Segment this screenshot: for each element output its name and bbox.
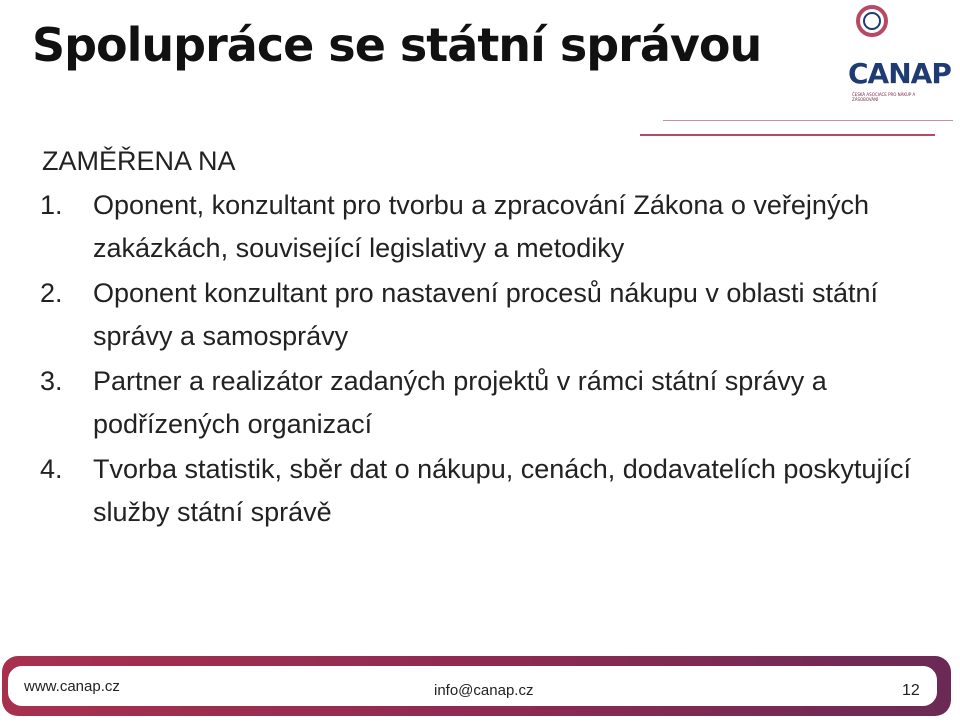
focus-list [40, 184, 940, 534]
decorative-line-top [663, 120, 953, 121]
logo-subtitle: ČESKÁ ASOCIACE PRO NÁKUP A ZÁSOBOVÁNÍ [852, 92, 916, 102]
footer-website-link[interactable]: www.canap.cz [24, 678, 120, 695]
list-item [40, 272, 940, 358]
slide-title: Spolupráce se státní správou [32, 18, 762, 72]
list-item-text: Tvorba statistik, sběr dat o nákupu, cenách, dodavatelích poskytující služby státní správě [93, 454, 911, 527]
list-item [40, 184, 940, 270]
slide-footer [0, 654, 960, 726]
focus-heading: ZAMĚŘENA NA [42, 146, 236, 176]
list-item-number: 2. [40, 278, 63, 308]
footer-email-link[interactable]: info@canap.cz [434, 682, 534, 699]
list-item-number: 3. [40, 366, 63, 396]
slide-content [40, 140, 940, 536]
logo-text: CANAP [848, 57, 951, 90]
list-item-number: 1. [40, 190, 63, 220]
page-number: 12 [902, 682, 920, 699]
list-item-text: Oponent, konzultant pro tvorbu a zpracování Zákona o veřejných zakázkách, související legislativy a metodiky [93, 190, 869, 263]
list-item [40, 360, 940, 446]
list-item-text: Oponent konzultant pro nastavení procesů nákupu v oblasti státní správy a samosprávy [93, 278, 879, 351]
list-item [40, 448, 940, 534]
canap-logo [836, 4, 951, 112]
logo-ring-icon [855, 4, 889, 38]
list-item-text: Partner a realizátor zadaných projektů v rámci státní správy a podřízených organizací [93, 366, 827, 439]
list-item-number: 4. [40, 454, 63, 484]
decorative-line-bottom [640, 134, 935, 136]
